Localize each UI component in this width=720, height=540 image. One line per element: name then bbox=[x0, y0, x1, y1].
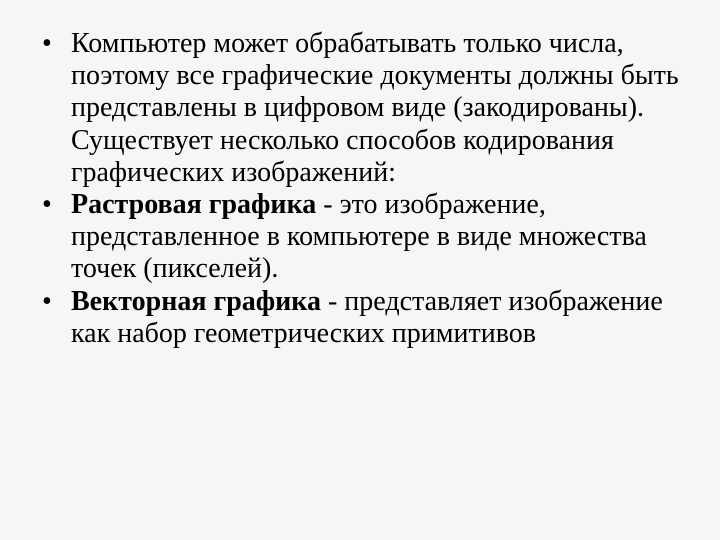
bullet-marker: • bbox=[42, 189, 52, 221]
bullet-item-raster bbox=[42, 189, 680, 286]
bullet-list bbox=[42, 28, 680, 350]
term-vector-graphics: Векторная графика bbox=[71, 285, 321, 317]
bullet-text: - представляет изображение как набор геометрических примитивов bbox=[71, 285, 663, 349]
bullet-marker: • bbox=[42, 28, 52, 59]
bullet-marker: • bbox=[42, 285, 52, 317]
term-raster-graphics: Растровая графика bbox=[71, 189, 317, 221]
bullet-text: - это изображение, представленное в компьютере в виде множества точек (пикселей). bbox=[71, 189, 647, 285]
bullet-item-vector bbox=[42, 286, 680, 350]
bullet-item-intro bbox=[42, 28, 680, 189]
bullet-text: Компьютер может обрабатывать только числа, поэтому все графические документы должны быть представлены в цифровом виде (закодированы). Существует несколько способов кодирования графических изображений: bbox=[71, 28, 679, 188]
